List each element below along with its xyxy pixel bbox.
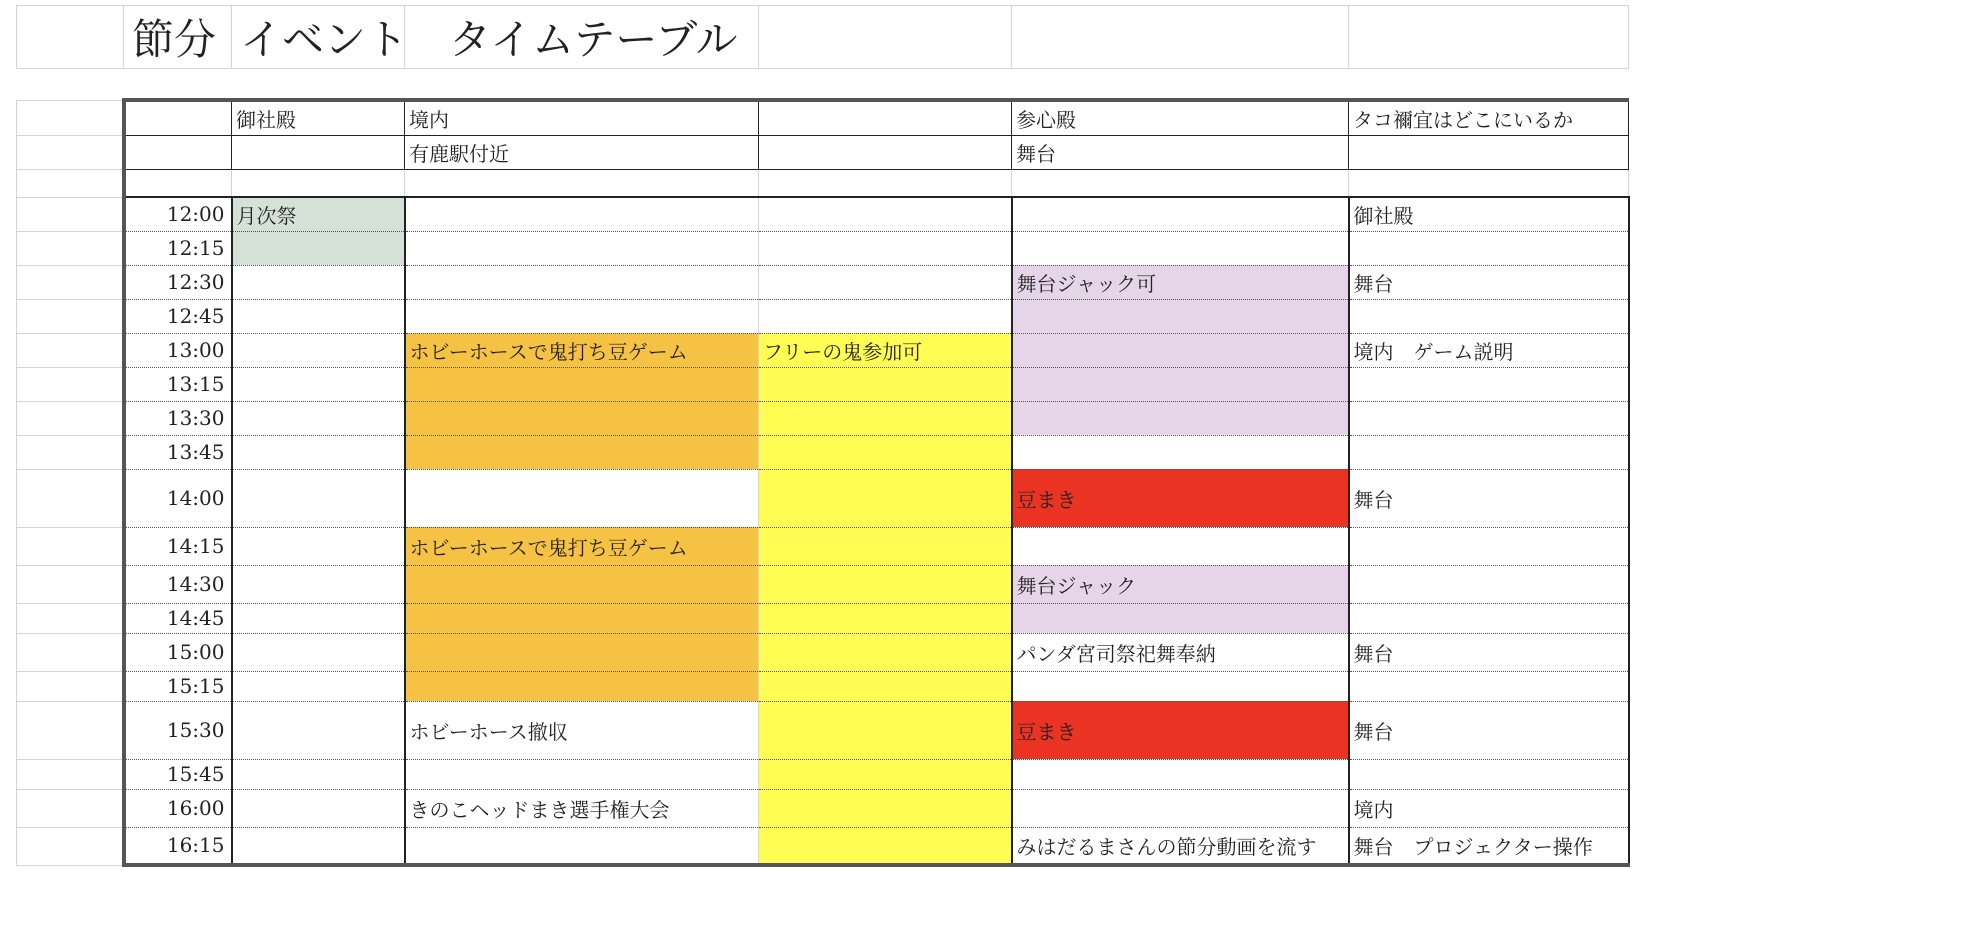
cell[interactable]	[1012, 170, 1349, 198]
header-row-location	[17, 136, 1629, 170]
schedule-cell[interactable]: パンダ宮司祭祀舞奉納	[1012, 633, 1349, 671]
schedule-cell[interactable]	[759, 367, 1012, 401]
cell[interactable]	[17, 6, 124, 69]
schedule-cell[interactable]	[759, 701, 1012, 759]
schedule-cell[interactable]	[1349, 527, 1629, 565]
schedule-cell[interactable]	[1349, 435, 1629, 469]
schedule-cell[interactable]	[1012, 333, 1349, 367]
schedule-cell[interactable]	[1012, 671, 1349, 701]
schedule-cell[interactable]	[759, 789, 1012, 827]
schedule-cell[interactable]	[759, 759, 1012, 789]
schedule-cell[interactable]	[1012, 367, 1349, 401]
title-event[interactable]: イベント	[232, 6, 405, 69]
time-cell[interactable]: 12:30	[124, 265, 232, 299]
time-cell[interactable]: 12:45	[124, 299, 232, 333]
schedule-cell[interactable]	[1349, 671, 1629, 701]
time-row	[17, 401, 1629, 435]
location-cell[interactable]: 有鹿駅付近	[405, 136, 759, 170]
schedule-cell[interactable]	[232, 367, 405, 401]
gutter-cell[interactable]	[17, 469, 124, 527]
schedule-cell[interactable]	[1012, 299, 1349, 333]
schedule-cell[interactable]	[1349, 299, 1629, 333]
cell[interactable]	[1349, 6, 1629, 69]
gutter-cell[interactable]	[17, 197, 124, 231]
time-row	[17, 299, 1629, 333]
gutter-cell[interactable]	[17, 565, 124, 603]
time-row	[17, 435, 1629, 469]
time-row	[17, 565, 1629, 603]
time-row	[17, 231, 1629, 265]
time-row	[17, 197, 1629, 231]
cell[interactable]	[1012, 6, 1349, 69]
schedule-cell[interactable]	[1349, 367, 1629, 401]
schedule-cell[interactable]	[1349, 565, 1629, 603]
gutter-cell[interactable]	[17, 401, 124, 435]
schedule-cell[interactable]	[759, 671, 1012, 701]
schedule-cell[interactable]	[232, 565, 405, 603]
schedule-cell[interactable]: フリーの鬼参加可	[759, 333, 1012, 367]
cell[interactable]	[759, 170, 1012, 198]
schedule-cell[interactable]	[759, 469, 1012, 527]
schedule-cell[interactable]	[232, 701, 405, 759]
schedule-cell[interactable]	[1349, 401, 1629, 435]
gutter-cell[interactable]	[17, 671, 124, 701]
schedule-cell[interactable]	[1012, 401, 1349, 435]
gutter-cell[interactable]	[17, 231, 124, 265]
location-cell[interactable]	[1349, 136, 1629, 170]
schedule-cell[interactable]: ホビーホースで鬼打ち豆ゲーム	[405, 333, 759, 367]
location-cell[interactable]: 舞台	[1012, 136, 1349, 170]
schedule-cell[interactable]	[232, 401, 405, 435]
time-cell[interactable]: 15:30	[124, 701, 232, 759]
gutter-cell[interactable]	[17, 603, 124, 633]
schedule-cell[interactable]	[1012, 789, 1349, 827]
gutter-cell[interactable]	[17, 333, 124, 367]
gutter-cell[interactable]	[17, 789, 124, 827]
cell[interactable]	[1349, 170, 1629, 198]
time-cell[interactable]: 14:00	[124, 469, 232, 527]
cell[interactable]	[124, 136, 232, 170]
schedule-cell[interactable]	[405, 265, 759, 299]
schedule-cell[interactable]	[405, 603, 759, 633]
time-row	[17, 827, 1629, 865]
schedule-cell[interactable]	[232, 231, 405, 265]
schedule-cell[interactable]	[759, 527, 1012, 565]
schedule-cell[interactable]	[759, 299, 1012, 333]
time-row	[17, 671, 1629, 701]
cell[interactable]	[124, 170, 232, 198]
time-row	[17, 603, 1629, 633]
schedule-cell[interactable]	[232, 603, 405, 633]
title-setsubun[interactable]: 節分	[124, 6, 232, 69]
schedule-cell[interactable]: 舞台 プロジェクター操作	[1349, 827, 1629, 865]
time-cell[interactable]: 13:00	[124, 333, 232, 367]
schedule-cell[interactable]	[759, 565, 1012, 603]
schedule-cell[interactable]	[232, 435, 405, 469]
time-cell[interactable]: 15:15	[124, 671, 232, 701]
schedule-cell[interactable]	[1012, 231, 1349, 265]
schedule-cell[interactable]	[1349, 759, 1629, 789]
gutter-cell[interactable]	[17, 367, 124, 401]
time-row	[17, 469, 1629, 527]
schedule-cell[interactable]: 舞台	[1349, 265, 1629, 299]
schedule-cell[interactable]	[759, 603, 1012, 633]
timetable-grid	[16, 98, 1630, 867]
schedule-cell[interactable]	[405, 231, 759, 265]
cell[interactable]	[759, 6, 1012, 69]
gutter-cell[interactable]	[17, 100, 124, 136]
schedule-cell[interactable]	[405, 197, 759, 231]
time-cell[interactable]: 14:15	[124, 527, 232, 565]
time-row	[17, 759, 1629, 789]
schedule-cell[interactable]: 御社殿	[1349, 197, 1629, 231]
time-cell[interactable]: 13:45	[124, 435, 232, 469]
time-row	[17, 701, 1629, 759]
schedule-cell[interactable]	[232, 333, 405, 367]
schedule-cell[interactable]	[759, 827, 1012, 865]
schedule-cell[interactable]	[405, 565, 759, 603]
schedule-cell[interactable]	[232, 759, 405, 789]
schedule-cell[interactable]: 舞台ジャック可	[1012, 265, 1349, 299]
schedule-cell[interactable]: ホビーホースで鬼打ち豆ゲーム	[405, 527, 759, 565]
schedule-cell[interactable]	[232, 469, 405, 527]
schedule-cell[interactable]	[1012, 197, 1349, 231]
time-cell[interactable]: 16:00	[124, 789, 232, 827]
title-timetable[interactable]: タイムテーブル	[405, 6, 759, 69]
location-cell[interactable]	[232, 136, 405, 170]
schedule-cell[interactable]	[1012, 527, 1349, 565]
schedule-cell[interactable]	[405, 469, 759, 527]
schedule-cell[interactable]: 境内 ゲーム説明	[1349, 333, 1629, 367]
schedule-cell[interactable]: みはだるまさんの節分動画を流す	[1012, 827, 1349, 865]
time-cell[interactable]: 15:45	[124, 759, 232, 789]
time-cell[interactable]: 14:45	[124, 603, 232, 633]
schedule-cell[interactable]	[232, 671, 405, 701]
gutter-cell[interactable]	[17, 527, 124, 565]
schedule-cell[interactable]	[1012, 603, 1349, 633]
schedule-cell[interactable]	[759, 435, 1012, 469]
time-row	[17, 265, 1629, 299]
gutter-cell[interactable]	[17, 827, 124, 865]
title-row	[16, 5, 1629, 69]
gutter-cell[interactable]	[17, 435, 124, 469]
venue-sanshinden[interactable]: 参心殿	[1012, 100, 1349, 136]
schedule-cell[interactable]	[405, 827, 759, 865]
gutter-cell[interactable]	[17, 170, 124, 198]
schedule-cell[interactable]	[1012, 435, 1349, 469]
schedule-cell[interactable]: きのこヘッドまき選手権大会	[405, 789, 759, 827]
cell[interactable]	[405, 170, 759, 198]
gutter-cell[interactable]	[17, 299, 124, 333]
cell[interactable]	[232, 170, 405, 198]
time-row	[17, 633, 1629, 671]
cell[interactable]	[124, 100, 232, 136]
gutter-cell[interactable]	[17, 759, 124, 789]
schedule-cell[interactable]	[232, 827, 405, 865]
gutter-cell[interactable]	[17, 136, 124, 170]
schedule-cell[interactable]	[405, 633, 759, 671]
gutter-cell[interactable]	[17, 701, 124, 759]
schedule-cell[interactable]	[232, 265, 405, 299]
time-cell[interactable]: 16:15	[124, 827, 232, 865]
schedule-cell[interactable]	[405, 299, 759, 333]
schedule-cell[interactable]: 境内	[1349, 789, 1629, 827]
time-cell[interactable]: 15:00	[124, 633, 232, 671]
time-cell[interactable]: 13:30	[124, 401, 232, 435]
schedule-cell[interactable]: 舞台ジャック	[1012, 565, 1349, 603]
schedule-cell[interactable]	[232, 633, 405, 671]
schedule-cell[interactable]	[405, 367, 759, 401]
venue-tako-negi[interactable]: タコ禰宜はどこにいるか	[1349, 100, 1629, 136]
time-row	[17, 527, 1629, 565]
schedule-cell[interactable]: 月次祭	[232, 197, 405, 231]
schedule-cell[interactable]: ホビーホース撤収	[405, 701, 759, 759]
time-cell[interactable]: 12:00	[124, 197, 232, 231]
schedule-cell[interactable]	[232, 789, 405, 827]
time-row	[17, 333, 1629, 367]
gutter-cell[interactable]	[17, 265, 124, 299]
schedule-cell[interactable]: 舞台	[1349, 469, 1629, 527]
time-cell[interactable]: 12:15	[124, 231, 232, 265]
schedule-cell[interactable]	[759, 265, 1012, 299]
schedule-cell[interactable]	[759, 633, 1012, 671]
schedule-cell[interactable]: 舞台	[1349, 701, 1629, 759]
header-row-venue	[17, 100, 1629, 136]
schedule-cell[interactable]	[232, 299, 405, 333]
schedule-cell[interactable]	[759, 231, 1012, 265]
schedule-cell[interactable]	[759, 197, 1012, 231]
venue-blank[interactable]	[759, 100, 1012, 136]
gutter-cell[interactable]	[17, 633, 124, 671]
schedule-cell[interactable]	[1012, 759, 1349, 789]
schedule-cell[interactable]	[405, 759, 759, 789]
schedule-cell[interactable]	[759, 401, 1012, 435]
time-row	[17, 789, 1629, 827]
schedule-cell[interactable]	[405, 435, 759, 469]
time-cell[interactable]: 13:15	[124, 367, 232, 401]
schedule-cell[interactable]	[1349, 231, 1629, 265]
time-row	[17, 367, 1629, 401]
mamemaki-cell[interactable]: 豆まき	[1012, 701, 1349, 759]
spacer-row	[17, 170, 1629, 198]
schedule-cell[interactable]	[1349, 603, 1629, 633]
venue-keidai[interactable]: 境内	[405, 100, 759, 136]
location-cell[interactable]	[759, 136, 1012, 170]
schedule-cell[interactable]	[232, 527, 405, 565]
schedule-cell[interactable]	[405, 671, 759, 701]
time-cell[interactable]: 14:30	[124, 565, 232, 603]
schedule-cell[interactable]: 舞台	[1349, 633, 1629, 671]
mamemaki-cell[interactable]: 豆まき	[1012, 469, 1349, 527]
schedule-cell[interactable]	[405, 401, 759, 435]
venue-goshaden[interactable]: 御社殿	[232, 100, 405, 136]
